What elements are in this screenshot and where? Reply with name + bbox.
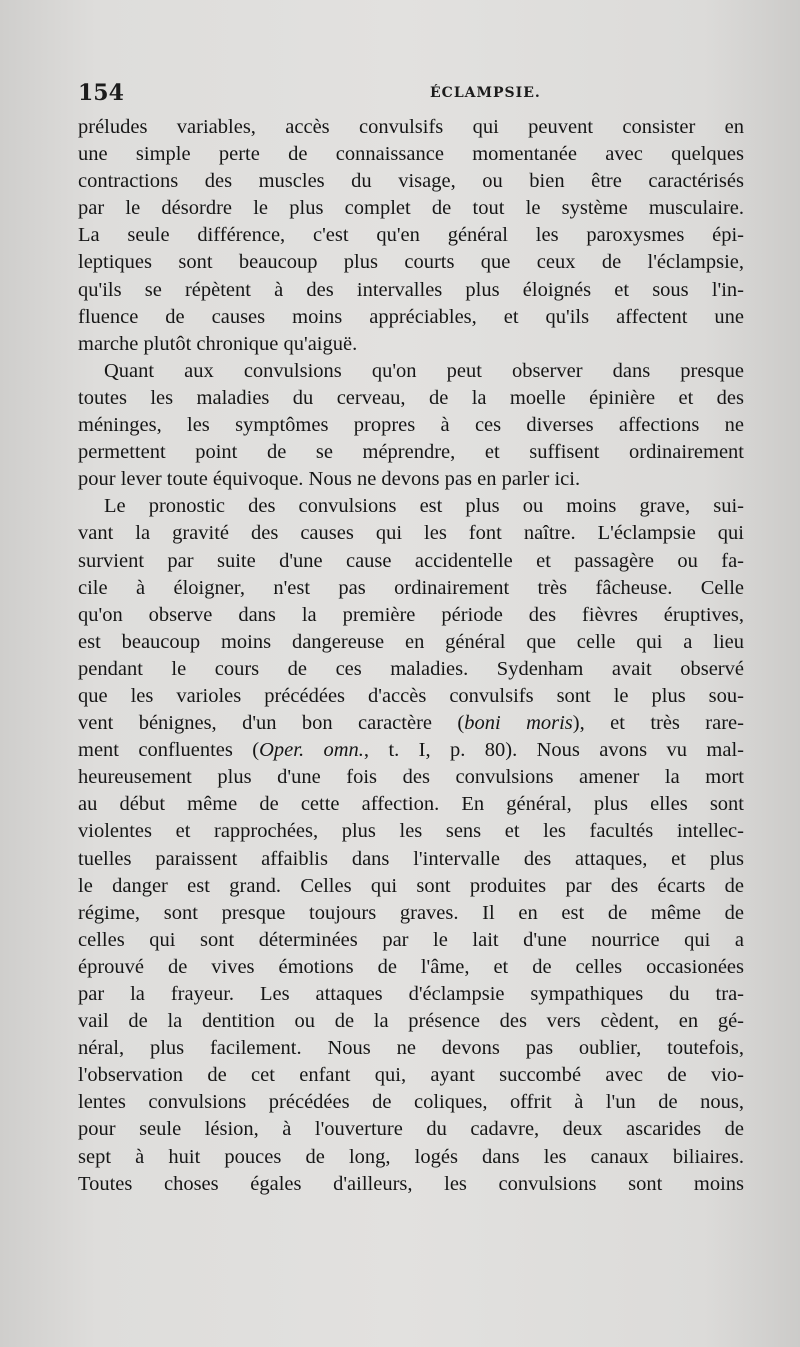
text-line: méninges, les symptômes propres à ces diverses affections ne xyxy=(78,414,744,437)
text-line: cile à éloigner, n'est pas ordinairement très fâcheuse. Celle xyxy=(78,576,744,599)
text-line: celles qui sont déterminées par le lait d'une nourrice qui a xyxy=(78,928,744,951)
text-line: une simple perte de connaissance momentanée avec quelques xyxy=(78,143,744,166)
text-line: l'observation de cet enfant qui, ayant succombé avec de vio- xyxy=(78,1064,744,1087)
text-line: préludes variables, accès convulsifs qui peuvent consister en xyxy=(78,116,744,138)
text-line: fluence de causes moins appréciables, et qu'ils affectent une xyxy=(78,305,744,328)
text-line: permettent point de se méprendre, et suffisent ordinairement xyxy=(78,441,744,464)
page-header xyxy=(78,80,743,110)
text-line: vail de la dentition ou de la présence des vers cèdent, en gé- xyxy=(78,1010,744,1033)
text-segment: , t. I, p. 80). Nous avons vu mal- xyxy=(363,739,744,762)
text-line: par le désordre le plus complet de tout le système musculaire. xyxy=(78,197,744,220)
text-line: néral, plus facilement. Nous ne devons pas oublier, toutefois, xyxy=(78,1037,744,1060)
text-segment: ment confluentes ( xyxy=(78,739,260,762)
italic-citation: Oper. omn. xyxy=(259,739,364,762)
text-line: qu'on observe dans la première période des fièvres éruptives, xyxy=(78,603,744,626)
italic-phrase: boni moris xyxy=(464,712,573,735)
text-line: éprouvé de vives émotions de l'âme, et de celles occasionées xyxy=(78,955,744,978)
text-line: lentes convulsions précédées de coliques, offrit à l'un de nous, xyxy=(78,1091,744,1114)
text-line: La seule différence, c'est qu'en général les paroxysmes épi- xyxy=(78,224,744,247)
text-line: contractions des muscles du visage, ou bien être caractérisés xyxy=(78,170,744,193)
text-line: que les varioles précédées d'accès convulsifs sont le plus sou- xyxy=(78,684,744,707)
paragraph-start-line: Le pronostic des convulsions est plus ou moins grave, sui- xyxy=(104,495,744,518)
text-line: par la frayeur. Les attaques d'éclampsie sympathiques du tra- xyxy=(78,983,744,1005)
text-line: régime, sont presque toujours graves. Il en est de même de xyxy=(78,901,744,924)
text-line: violentes et rapprochées, plus les sens et les facultés intellec- xyxy=(78,820,744,843)
text-line: survient par suite d'une cause accidentelle et passagère ou fa- xyxy=(78,549,744,572)
text-line: au début même de cette affection. En général, plus elles sont xyxy=(78,793,744,816)
text-line: vant la gravité des causes qui les font naître. L'éclampsie qui xyxy=(78,522,744,545)
text-line: pour seule lésion, à l'ouverture du cadavre, deux ascarides de xyxy=(78,1118,744,1141)
text-line: Toutes choses égales d'ailleurs, les convulsions sont moins xyxy=(78,1172,744,1195)
paragraph-start-line: Quant aux convulsions qu'on peut observer dans presque xyxy=(104,359,744,382)
text-line: tuelles paraissent affaiblis dans l'intervalle des attaques, et plus xyxy=(78,847,744,870)
text-line: pendant le cours de ces maladies. Sydenham avait observé xyxy=(78,657,744,680)
text-line: le danger est grand. Celles qui sont produites par des écarts de xyxy=(78,874,744,897)
text-line: marche plutôt chronique qu'aiguë. xyxy=(78,332,358,355)
text-line-with-italic xyxy=(78,710,744,737)
text-line: qu'ils se répètent à des intervalles plus éloignés et sous l'in- xyxy=(78,278,744,301)
text-segment: ), et très rare- xyxy=(572,712,744,735)
text-line: est beaucoup moins dangereuse en général que celle qui a lieu xyxy=(78,630,744,653)
text-line: toutes les maladies du cerveau, de la moelle épinière et des xyxy=(78,386,744,409)
body-text xyxy=(78,114,744,1198)
text-line: leptiques sont beaucoup plus courts que ceux de l'éclampsie, xyxy=(78,251,744,274)
text-line: heureusement plus d'une fois des convulsions amener la mort xyxy=(78,766,744,789)
text-line: sept à huit pouces de long, logés dans les canaux biliaires. xyxy=(78,1145,744,1168)
text-line: pour lever toute équivoque. Nous ne devons pas en parler ici. xyxy=(78,468,581,491)
text-segment: vent bénignes, d'un bon caractère ( xyxy=(78,712,465,735)
text-line-with-italic xyxy=(78,737,744,764)
running-title: ÉCLAMPSIE. xyxy=(430,85,541,101)
page-number: 154 xyxy=(78,80,124,106)
